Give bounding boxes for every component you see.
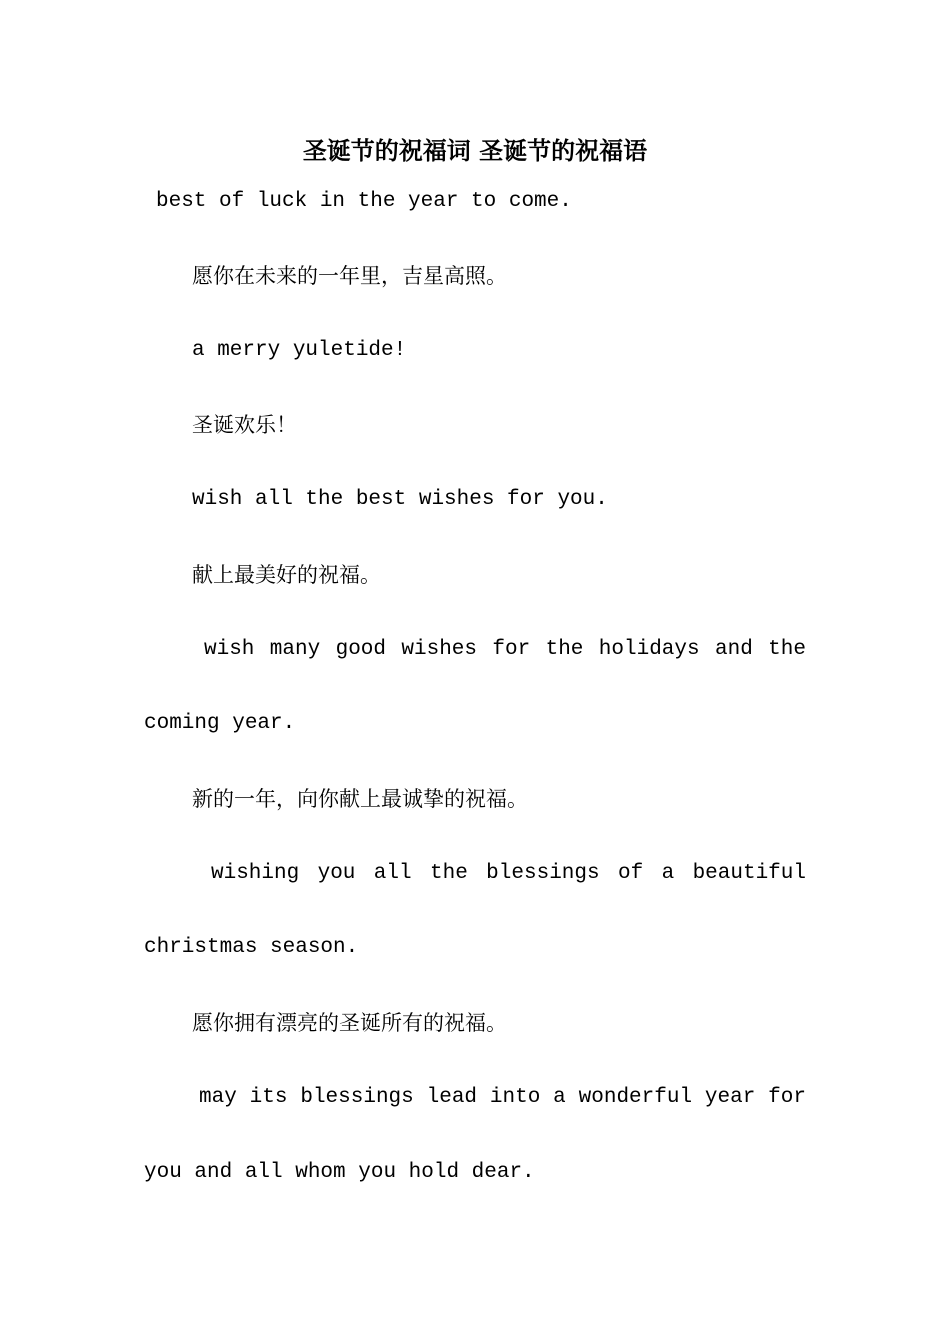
text-line-1: best of luck in the year to come. bbox=[156, 190, 572, 213]
document-title: 圣诞节的祝福词 圣诞节的祝福语 bbox=[302, 136, 648, 165]
text-line-2: 愿你在未来的一年里，吉星高照。 bbox=[192, 264, 507, 288]
text-line-11: christmas season. bbox=[144, 936, 359, 959]
text-line-5: wish all the best wishes for you. bbox=[192, 488, 608, 511]
text-line-3: a merry yuletide! bbox=[192, 339, 407, 362]
text-line-10: wishing you all the blessings of a beautiful bbox=[211, 862, 806, 885]
text-line-9: 新的一年，向你献上最诚挚的祝福。 bbox=[192, 787, 528, 811]
text-line-7: wish many good wishes for the holidays and the bbox=[204, 638, 806, 661]
text-line-8: coming year. bbox=[144, 712, 296, 735]
text-line-14: you and all whom you hold dear. bbox=[144, 1161, 535, 1184]
text-line-13: may its blessings lead into a wonderful year for bbox=[199, 1086, 806, 1109]
text-line-6: 献上最美好的祝福。 bbox=[192, 563, 381, 587]
text-line-12: 愿你拥有漂亮的圣诞所有的祝福。 bbox=[192, 1011, 507, 1035]
text-line-4: 圣诞欢乐！ bbox=[192, 413, 297, 437]
